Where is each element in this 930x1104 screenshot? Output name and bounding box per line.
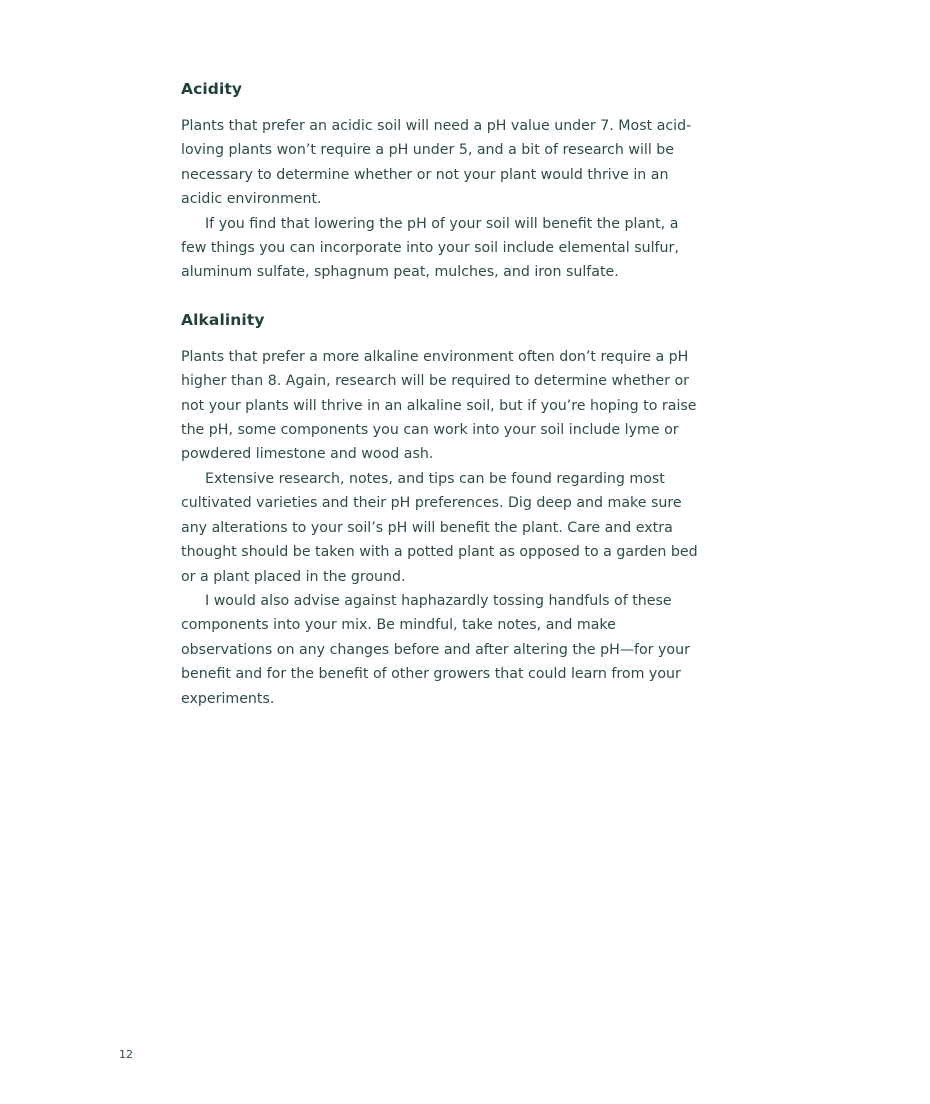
section-alkalinity <box>181 305 701 711</box>
page-content <box>181 74 701 711</box>
alkalinity-paragraph-3: I would also advise against haphazardly tossing handfuls of these components into your mix. Be mindful, take notes, and make observations on any changes before and after altering the pH—for your benefit and for the benefit of other growers that could learn from your experiments. <box>181 592 690 707</box>
alkalinity-paragraph-1: Plants that prefer a more alkaline environment often don’t require a pH higher than 8. Again, research will be required to determine whether or not your plants will thrive in an alkaline soil, but if you’re hoping to raise the pH, some components you can work into your soil include lyme or powdered limestone and wood ash. <box>181 348 697 463</box>
section-heading-acidity: Acidity <box>181 80 243 98</box>
section-acidity <box>181 74 701 285</box>
acidity-paragraph-2: If you find that lowering the pH of your soil will benefit the plant, a few things you can incorporate into your soil include elemental sulfur, aluminum sulfate, sphagnum peat, mulches, and iron sulfate. <box>181 215 679 281</box>
page-number: 12 <box>119 1048 133 1061</box>
alkalinity-paragraph-2: Extensive research, notes, and tips can be found regarding most cultivated varieties and their pH preferences. Dig deep and make sure any alterations to your soil’s pH will benefit the plant. Care and extra thought should be taken with a potted plant as opposed to a garden bed or a plant placed in the ground. <box>181 470 698 585</box>
section-heading-alkalinity: Alkalinity <box>181 310 265 329</box>
acidity-paragraph-1: Plants that prefer an acidic soil will need a pH value under 7. Most acid-loving plants won’t require a pH under 5, and a bit of research will be necessary to determine whether or not your plant would thrive in an acidic environment. <box>181 118 692 208</box>
